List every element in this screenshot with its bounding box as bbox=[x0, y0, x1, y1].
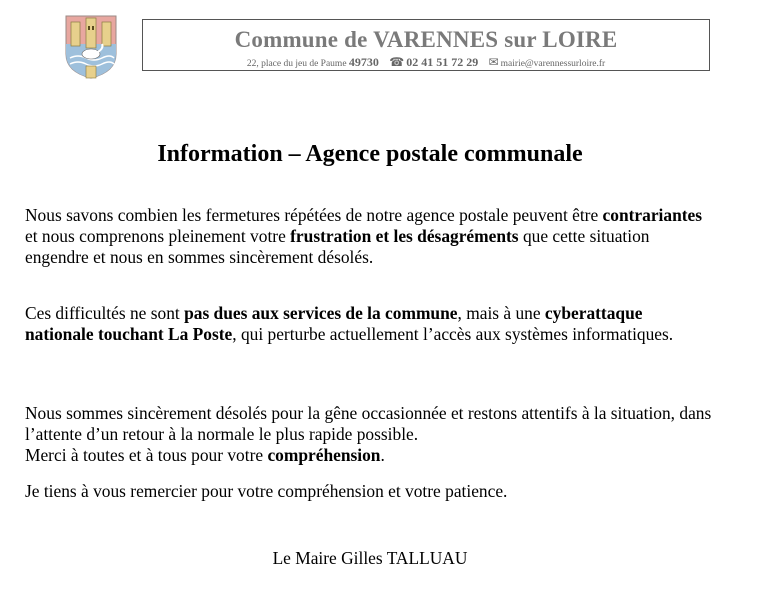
paragraph-5: Je tiens à vous remercier pour votre compréhension et votre patience. bbox=[25, 481, 508, 501]
phone-number: 02 41 51 72 29 bbox=[406, 55, 479, 69]
p1-text-3: que cette situation engendre et nous en sommes sincèrement désolés. bbox=[25, 226, 650, 267]
address: 22, place du jeu de Paume bbox=[246, 59, 347, 69]
p4-text-2: . bbox=[380, 445, 385, 465]
contact-line bbox=[143, 56, 709, 70]
fax-icon: ✉ bbox=[488, 55, 499, 69]
p2-text-3: , qui perturbe actuellement l’accès aux systèmes informatiques. bbox=[232, 324, 674, 344]
commune-name: Commune de VARENNES sur LOIRE bbox=[234, 27, 618, 52]
p1-bold-1: contrariantes bbox=[602, 205, 703, 225]
p4-bold-1: compréhension bbox=[267, 445, 381, 465]
coat-of-arms-icon bbox=[62, 14, 120, 80]
p2-bold-1: pas dues aux services de la commune bbox=[184, 303, 458, 323]
p2-text-1: Ces difficultés ne sont bbox=[25, 303, 185, 323]
paragraph-3: Nous sommes sincèrement désolés pour la gêne occasionnée et restons attentifs à la situation, dans l’attente d’un retour à la normale le plus rapide possible. bbox=[25, 403, 712, 444]
paragraph-2 bbox=[25, 303, 715, 345]
p1-text-2: et nous comprenons pleinement votre bbox=[25, 226, 291, 246]
email-address: mairie@varennessurloire.fr bbox=[500, 59, 606, 69]
paragraph-1 bbox=[25, 205, 715, 268]
p1-text-1: Nous savons combien les fermetures répétées de notre agence postale peuvent être bbox=[25, 205, 603, 225]
signature: Le Maire Gilles TALLUAU bbox=[272, 548, 468, 568]
p1-bold-2: frustration et les désagréments bbox=[290, 226, 519, 246]
p2-bold-2: cyberattaque nationale touchant La Poste bbox=[25, 303, 643, 344]
paragraph-4 bbox=[25, 445, 715, 466]
letterhead-box bbox=[142, 19, 710, 71]
p4-text-1: Merci à toutes et à tous pour votre bbox=[25, 445, 268, 465]
p2-text-2: , mais à une bbox=[457, 303, 545, 323]
document-title: Information – Agence postale communale bbox=[157, 141, 583, 167]
phone-icon: ☎ bbox=[389, 55, 405, 69]
postcode: 49730 bbox=[348, 55, 379, 69]
